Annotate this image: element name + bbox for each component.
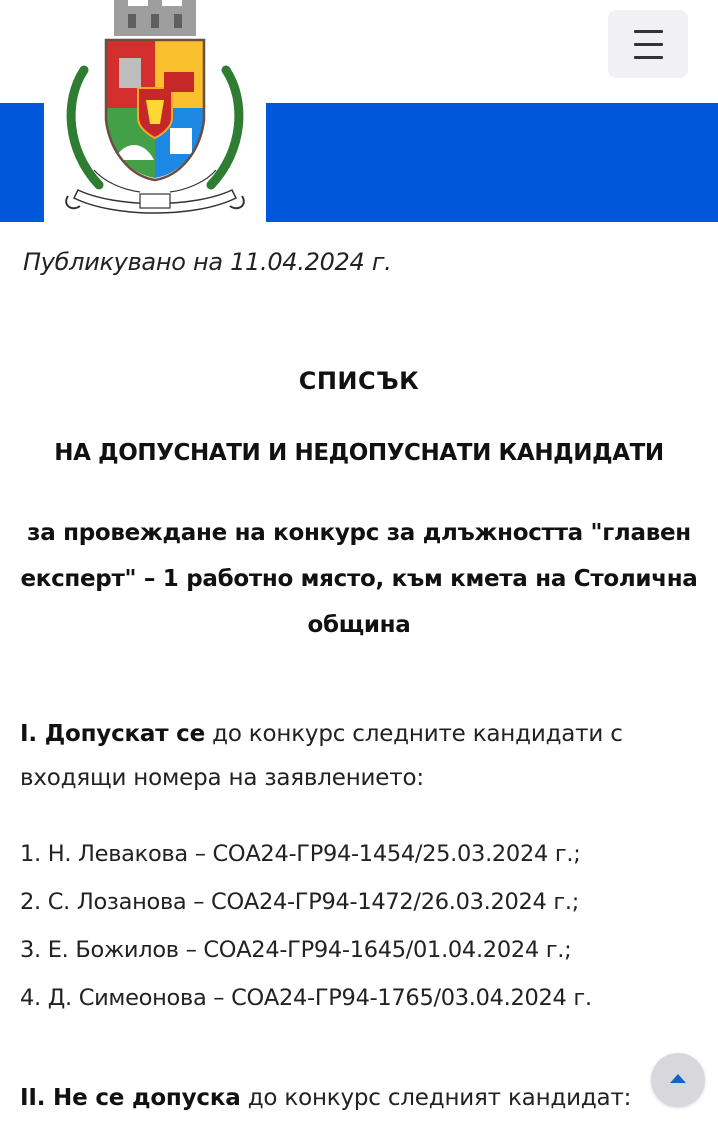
not-admitted-section-text: до конкурс следният кандидат: bbox=[240, 1085, 632, 1111]
list-item: 3. Е. Божилов – СОА24-ГР94-1645/01.04.2024 г.; bbox=[20, 937, 572, 963]
list-item: 4. Д. Симеонова – СОА24-ГР94-1765/03.04.2024 г. bbox=[20, 985, 592, 1011]
page-title-subline: НА ДОПУСНАТИ И НЕДОПУСНАТИ КАНДИДАТИ bbox=[54, 440, 664, 466]
hamburger-menu-icon bbox=[634, 30, 663, 33]
list-item: 1. Н. Левакова – СОА24-ГР94-1454/25.03.2024 г.; bbox=[20, 841, 581, 867]
site-logo[interactable] bbox=[44, 0, 266, 222]
admitted-section-heading: I. Допускат се bbox=[20, 721, 206, 747]
page-title: СПИСЪК bbox=[298, 367, 420, 395]
page-subtitle: за провеждане на конкурс за длъжността "главен експерт" – 1 работно място, към кмета на Столична община bbox=[20, 520, 698, 638]
admitted-section-text: до конкурс следните кандидати с входящи номера на заявлението: bbox=[20, 721, 623, 791]
scroll-to-top-button[interactable] bbox=[651, 1053, 705, 1107]
not-admitted-section-heading: II. Не се допуска bbox=[20, 1085, 241, 1111]
publication-date: Публикувано на 11.04.2024 г. bbox=[23, 248, 392, 276]
site-header bbox=[0, 0, 718, 222]
sofia-coat-of-arms-icon bbox=[44, 0, 266, 222]
admitted-section-intro bbox=[20, 712, 700, 800]
arrow-up-icon bbox=[668, 1071, 688, 1085]
not-admitted-section-intro bbox=[20, 1078, 700, 1118]
admitted-candidates-list bbox=[20, 830, 592, 1022]
menu-button[interactable] bbox=[608, 10, 688, 78]
list-item: 2. С. Лозанова – СОА24-ГР94-1472/26.03.2024 г.; bbox=[20, 889, 580, 915]
